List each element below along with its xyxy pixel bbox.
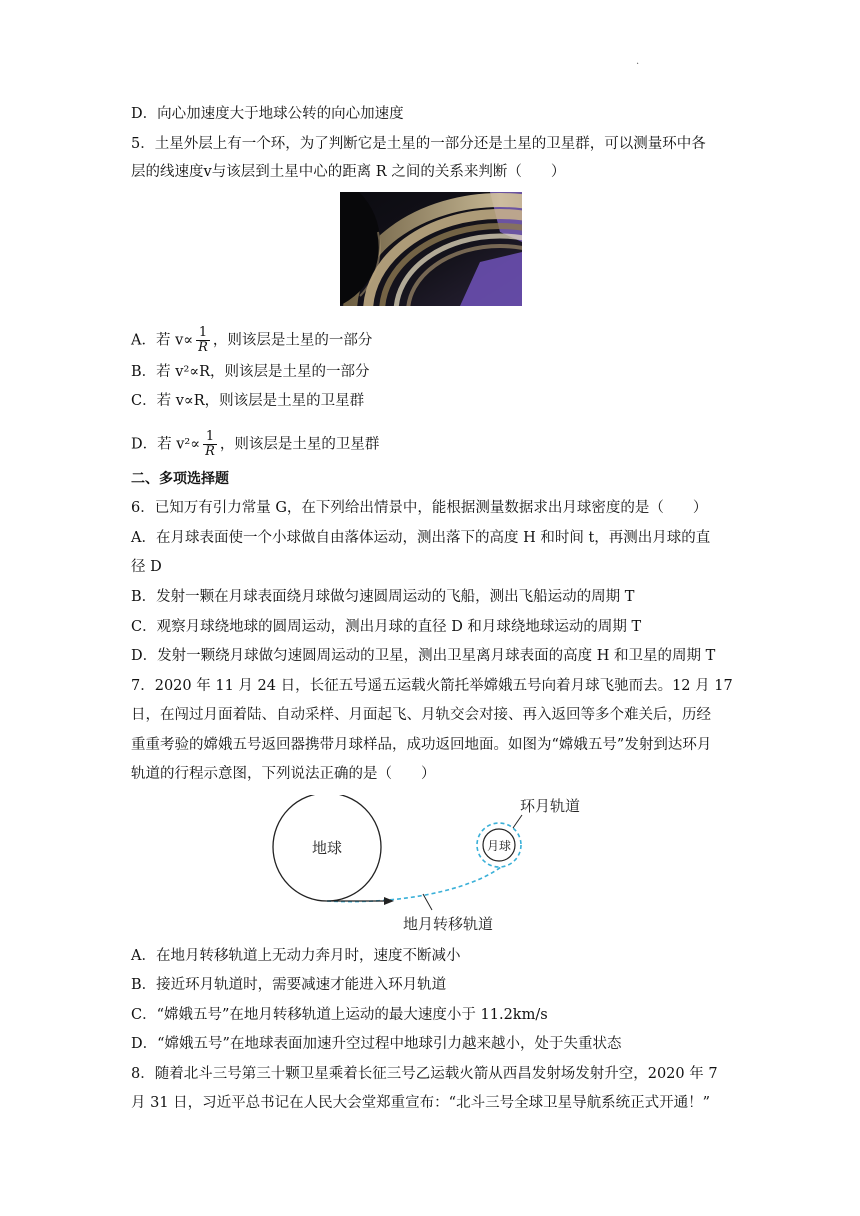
transfer-label-leader [423, 894, 432, 910]
q6-option-d: D．发射一颗绕月球做匀速圆周运动的卫星，测出卫星离月球表面的高度 H 和卫星的周期 T [131, 648, 716, 664]
earth-moon-transfer-diagram [270, 795, 600, 937]
fraction-1-over-r [196, 326, 210, 355]
q7-stem-line-2: 日，在闯过月面着陆、自动采样、月面起飞、月轨交会对接、再入返回等多个难关后，历经 [131, 707, 711, 723]
q6-stem: 6．已知万有引力常量 G，在下列给出情景中，能根据测量数据求出月球密度的是（ ） [131, 500, 708, 516]
section-heading-multiple-choice: 二、多项选择题 [131, 471, 229, 487]
q5-option-d-suffix: ，则该层是土星的卫星群 [219, 436, 380, 453]
q7-option-a: A．在地月转移轨道上无动力奔月时，速度不断减小 [131, 948, 461, 964]
q7-stem-line-3: 重重考验的嫦娥五号返回器携带月球样品，成功返回地面。如图为“嫦娥五号”发射到达环月 [131, 737, 712, 753]
q7-option-b: B．接近环月轨道时，需要减速才能进入环月轨道 [131, 977, 447, 993]
q5-stem-line-2: 层的线速度v与该层到土星中心的距离 R 之间的关系来判断（ ） [131, 164, 566, 180]
fraction-1-over-r [203, 430, 217, 459]
q5-option-d [131, 430, 731, 459]
q7-stem-line-1: 7．2020 年 11 月 24 日，长征五号遥五运载火箭托举嫦娥五号向着月球飞驰而去。12 月 17 [131, 678, 733, 694]
q8-stem-line-2: 月 31 日，习近平总书记在人民大会堂郑重宣布：“北斗三号全球卫星导航系统正式开通！” [131, 1095, 710, 1111]
transfer-orbit-label: 地月转移轨道 [403, 915, 494, 933]
q7-option-c: C．“嫦娥五号”在地月转移轨道上运动的最大速度小于 11.2km/s [131, 1007, 548, 1023]
moon-label: 月球 [486, 839, 512, 853]
corner-mark: . [636, 56, 640, 67]
q6-option-a-line-2: 径 D [131, 559, 162, 575]
fraction-denominator: R [198, 340, 208, 355]
earth-label: 地球 [311, 839, 343, 857]
direction-arrow [384, 897, 394, 905]
q5-option-c: C．若 v∝R，则该层是土星的卫星群 [131, 393, 365, 409]
q4-option-d: D．向心加速度大于地球公转的向心加速度 [131, 106, 404, 122]
q5-stem-line-1: 5．土星外层上有一个环，为了判断它是土星的一部分还是土星的卫星群，可以测量环中各 [131, 136, 706, 152]
lunar-orbit-label: 环月轨道 [520, 797, 581, 815]
q8-stem-line-1: 8．随着北斗三号第三十颗卫星乘着长征三号乙运载火箭从西昌发射场发射升空，2020 年 7 [131, 1066, 718, 1082]
q6-option-c: C．观察月球绕地球的圆周运动，测出月球的直径 D 和月球绕地球运动的周期 T [131, 619, 642, 635]
q6-option-b: B．发射一颗在月球表面绕月球做匀速圆周运动的飞船，测出飞船运动的周期 T [131, 589, 635, 605]
q5-option-a-suffix: ，则该层是土星的一部分 [212, 332, 373, 349]
q6-option-a-line-1: A．在月球表面使一个小球做自由落体运动，测出落下的高度 H 和时间 t，再测出月球的直 [131, 530, 711, 546]
orbit-label-leader [513, 815, 522, 828]
fraction-denominator: R [205, 444, 215, 459]
q5-option-b: B．若 v²∝R，则该层是土星的一部分 [131, 364, 370, 380]
q5-option-a-prefix: A．若 v∝ [131, 332, 194, 349]
q7-stem-line-4: 轨道的行程示意图，下列说法正确的是（ ） [131, 766, 436, 782]
q5-option-a [131, 326, 731, 355]
q5-option-d-prefix: D．若 v²∝ [131, 436, 201, 453]
fraction-numerator: 1 [203, 430, 217, 445]
saturn-ring-photo [340, 192, 522, 306]
q7-option-d: D．“嫦娥五号”在地球表面加速升空过程中地球引力越来越小，处于失重状态 [131, 1036, 622, 1052]
fraction-numerator: 1 [196, 326, 210, 341]
